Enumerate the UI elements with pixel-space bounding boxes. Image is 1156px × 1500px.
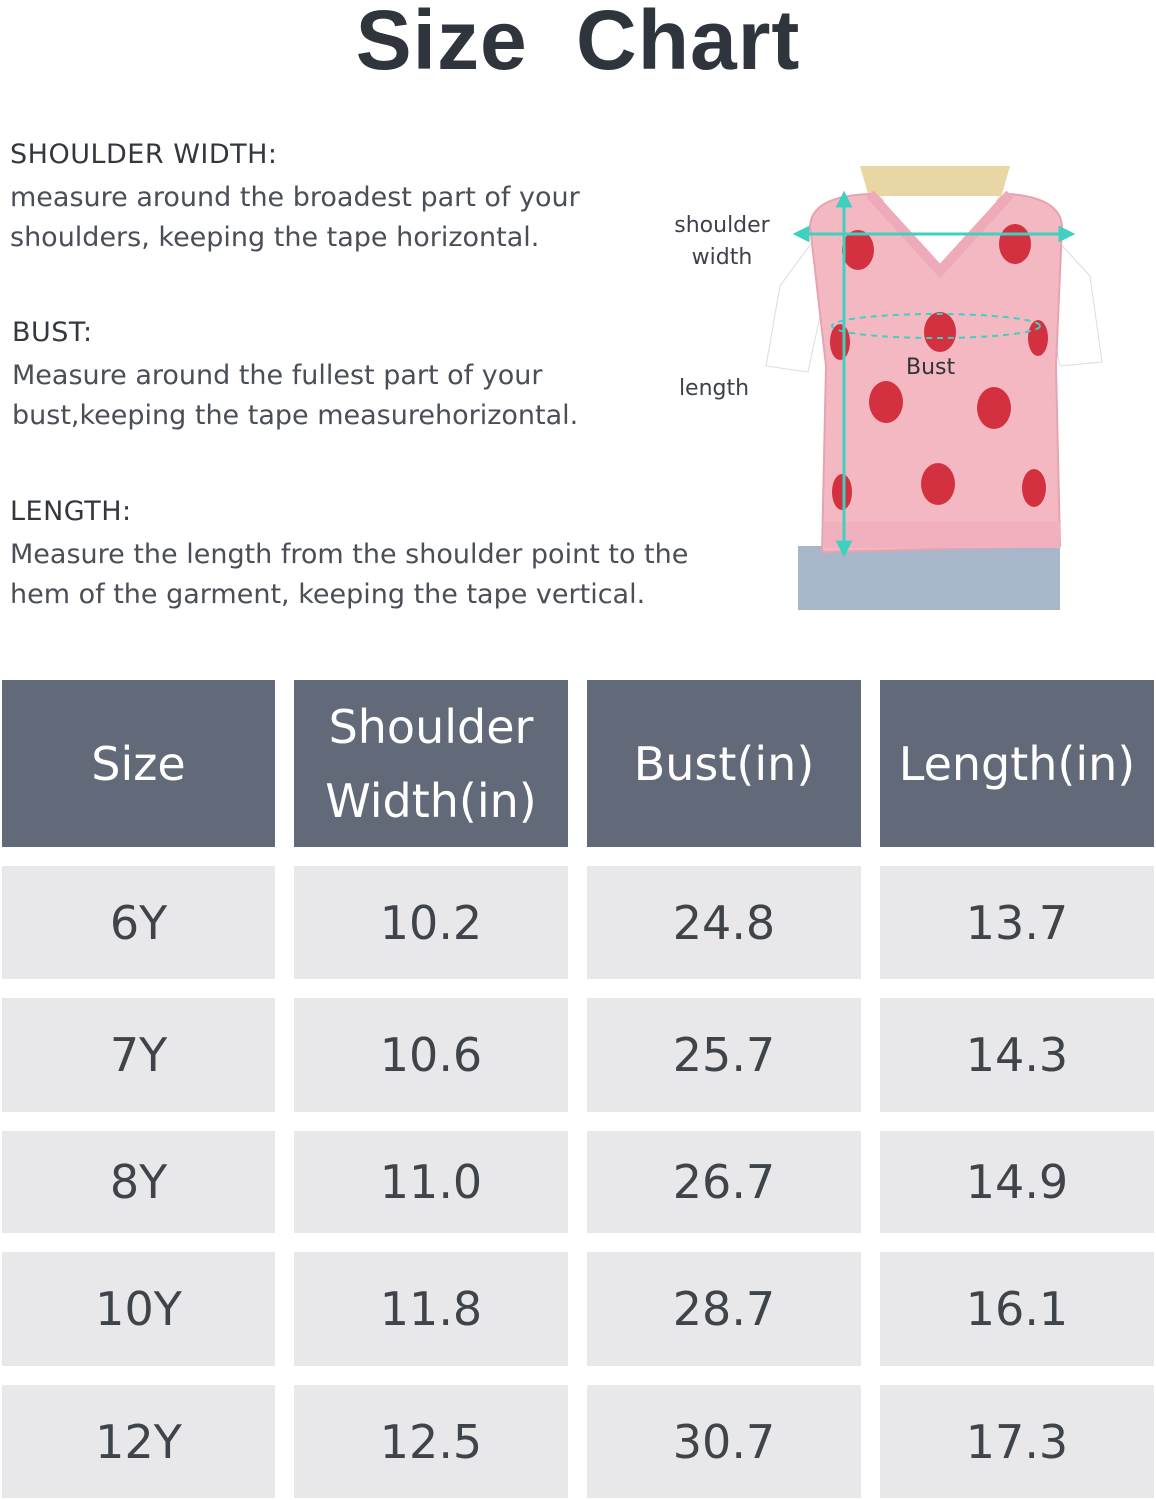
strawberry-4 [830,324,850,360]
strawberry-1 [842,230,874,270]
cell-shoulder-width: 10.2 [294,866,568,979]
jeans-image [798,546,1060,610]
header-bust: Bust(in) [587,680,861,847]
length-diagram-label: length [678,376,750,401]
cell-size: 6Y [2,866,275,979]
bust-section [12,318,712,436]
strawberry-6 [869,381,903,423]
vest-measurement-photo [760,166,1106,610]
cell-shoulder-width: 11.0 [294,1131,568,1233]
bust-heading: BUST: [12,317,93,348]
cell-bust: 28.7 [587,1252,861,1366]
bust-diagram-label: Bust [906,355,956,380]
strawberry-8 [921,463,955,505]
cell-shoulder-width: 11.8 [294,1252,568,1366]
cell-length: 16.1 [880,1252,1154,1366]
cell-bust: 26.7 [587,1131,861,1233]
length-heading: LENGTH: [10,496,132,527]
hair-image [860,166,1010,201]
cell-length: 14.3 [880,998,1154,1112]
cell-bust: 24.8 [587,866,861,979]
strawberry-7 [977,387,1011,429]
length-description: Measure the length from the shoulder point to the hem of the garment, keeping the tape vertical. [10,539,689,610]
cell-size: 12Y [2,1385,275,1498]
cell-length: 13.7 [880,866,1154,979]
cell-bust: 25.7 [587,998,861,1112]
strawberry-5 [1028,320,1048,356]
shoulder-width-heading: SHOULDER WIDTH: [10,139,278,170]
strawberry-10 [1022,469,1046,507]
strawberry-3 [924,312,956,352]
header-length: Length(in) [880,680,1154,847]
cell-size: 7Y [2,998,275,1112]
cell-length: 14.9 [880,1131,1154,1233]
strawberry-2 [999,224,1031,264]
cell-shoulder-width: 10.6 [294,998,568,1112]
shoulder-arrow-left-head [796,228,808,240]
bust-description: Measure around the fullest part of your bust,keeping the tape measurehorizontal. [12,360,579,431]
strawberry-9 [832,474,852,510]
shoulder-width-section [10,140,710,258]
left-sleeve-image [766,238,820,372]
length-section [10,497,710,615]
cell-bust: 30.7 [587,1385,861,1498]
cell-length: 17.3 [880,1385,1154,1498]
shoulder-width-diagram-label: shoulder width [674,213,770,270]
page-title: Size Chart [355,0,801,87]
vest-hem-image [824,522,1060,548]
cell-size: 10Y [2,1252,275,1366]
shoulder-width-description: measure around the broadest part of your shoulders, keeping the tape horizontal. [10,182,580,253]
cell-size: 8Y [2,1131,275,1233]
shoulder-arrow-right-head [1060,228,1072,240]
header-size: Size [2,680,275,847]
cell-shoulder-width: 12.5 [294,1385,568,1498]
header-shoulder-width: Shoulder Width(in) [294,680,568,847]
